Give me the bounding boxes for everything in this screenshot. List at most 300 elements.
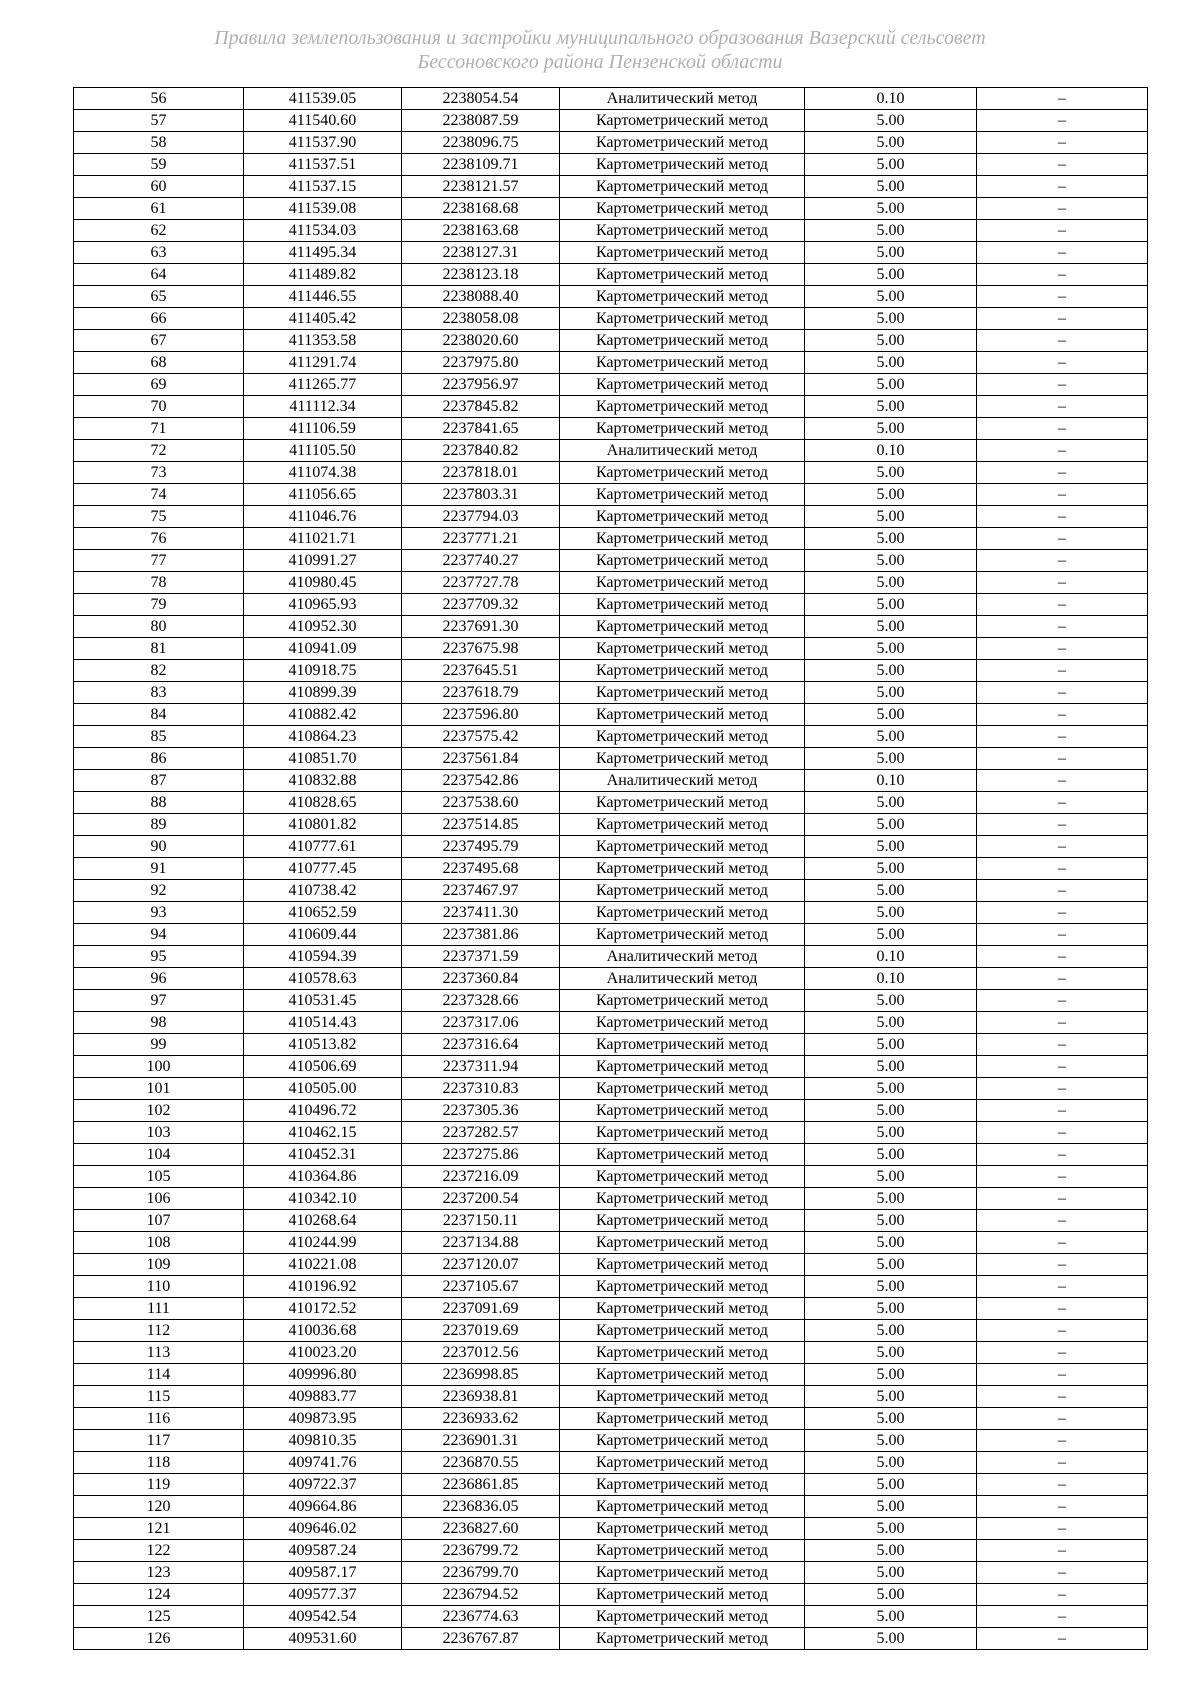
description-cell: – — [977, 1276, 1148, 1298]
point-number-cell: 78 — [74, 572, 244, 594]
y-coordinate-cell: 2237542.86 — [402, 770, 560, 792]
table-row — [74, 308, 1148, 330]
table-row — [74, 1540, 1148, 1562]
x-coordinate-cell: 411489.82 — [244, 264, 402, 286]
table-row — [74, 792, 1148, 814]
y-coordinate-cell: 2237845.82 — [402, 396, 560, 418]
point-number-cell: 57 — [74, 110, 244, 132]
point-number-cell: 111 — [74, 1298, 244, 1320]
description-cell: – — [977, 638, 1148, 660]
table-row — [74, 748, 1148, 770]
method-cell: Картометрический метод — [560, 792, 805, 814]
description-cell: – — [977, 374, 1148, 396]
accuracy-cell: 5.00 — [805, 836, 977, 858]
table-row — [74, 968, 1148, 990]
accuracy-cell: 5.00 — [805, 792, 977, 814]
x-coordinate-cell: 410364.86 — [244, 1166, 402, 1188]
page-header — [0, 26, 1200, 74]
y-coordinate-cell: 2237105.67 — [402, 1276, 560, 1298]
accuracy-cell: 5.00 — [805, 1232, 977, 1254]
description-cell: – — [977, 396, 1148, 418]
x-coordinate-cell: 410268.64 — [244, 1210, 402, 1232]
accuracy-cell: 5.00 — [805, 528, 977, 550]
x-coordinate-cell: 409741.76 — [244, 1452, 402, 1474]
description-cell: – — [977, 1210, 1148, 1232]
method-cell: Картометрический метод — [560, 1232, 805, 1254]
y-coordinate-cell: 2237328.66 — [402, 990, 560, 1012]
table-row — [74, 726, 1148, 748]
accuracy-cell: 0.10 — [805, 946, 977, 968]
method-cell: Картометрический метод — [560, 528, 805, 550]
table-row — [74, 594, 1148, 616]
x-coordinate-cell: 410652.59 — [244, 902, 402, 924]
description-cell: – — [977, 1100, 1148, 1122]
description-cell: – — [977, 418, 1148, 440]
description-cell: – — [977, 1342, 1148, 1364]
point-number-cell: 59 — [74, 154, 244, 176]
table-row — [74, 1430, 1148, 1452]
table-row — [74, 374, 1148, 396]
accuracy-cell: 5.00 — [805, 220, 977, 242]
table-row — [74, 1606, 1148, 1628]
method-cell: Картометрический метод — [560, 814, 805, 836]
y-coordinate-cell: 2237381.86 — [402, 924, 560, 946]
accuracy-cell: 5.00 — [805, 1518, 977, 1540]
y-coordinate-cell: 2237282.57 — [402, 1122, 560, 1144]
method-cell: Картометрический метод — [560, 1540, 805, 1562]
method-cell: Картометрический метод — [560, 154, 805, 176]
method-cell: Картометрический метод — [560, 1628, 805, 1650]
method-cell: Картометрический метод — [560, 330, 805, 352]
x-coordinate-cell: 410918.75 — [244, 660, 402, 682]
accuracy-cell: 5.00 — [805, 1254, 977, 1276]
table-row — [74, 1232, 1148, 1254]
accuracy-cell: 5.00 — [805, 1562, 977, 1584]
table-row — [74, 506, 1148, 528]
point-number-cell: 112 — [74, 1320, 244, 1342]
method-cell: Аналитический метод — [560, 946, 805, 968]
description-cell: – — [977, 286, 1148, 308]
point-number-cell: 58 — [74, 132, 244, 154]
description-cell: – — [977, 1166, 1148, 1188]
y-coordinate-cell: 2238127.31 — [402, 242, 560, 264]
method-cell: Картометрический метод — [560, 1012, 805, 1034]
y-coordinate-cell: 2237310.83 — [402, 1078, 560, 1100]
accuracy-cell: 5.00 — [805, 1408, 977, 1430]
x-coordinate-cell: 409646.02 — [244, 1518, 402, 1540]
description-cell: – — [977, 1430, 1148, 1452]
x-coordinate-cell: 410991.27 — [244, 550, 402, 572]
description-cell: – — [977, 308, 1148, 330]
accuracy-cell: 5.00 — [805, 286, 977, 308]
method-cell: Картометрический метод — [560, 1122, 805, 1144]
method-cell: Картометрический метод — [560, 176, 805, 198]
y-coordinate-cell: 2237709.32 — [402, 594, 560, 616]
table-row — [74, 176, 1148, 198]
accuracy-cell: 5.00 — [805, 1342, 977, 1364]
y-coordinate-cell: 2237120.07 — [402, 1254, 560, 1276]
method-cell: Картометрический метод — [560, 220, 805, 242]
description-cell: – — [977, 440, 1148, 462]
point-number-cell: 108 — [74, 1232, 244, 1254]
table-row — [74, 1628, 1148, 1650]
point-number-cell: 70 — [74, 396, 244, 418]
x-coordinate-cell: 410851.70 — [244, 748, 402, 770]
y-coordinate-cell: 2237691.30 — [402, 616, 560, 638]
point-number-cell: 101 — [74, 1078, 244, 1100]
y-coordinate-cell: 2236933.62 — [402, 1408, 560, 1430]
y-coordinate-cell: 2236794.52 — [402, 1584, 560, 1606]
y-coordinate-cell: 2236870.55 — [402, 1452, 560, 1474]
description-cell: – — [977, 1408, 1148, 1430]
point-number-cell: 118 — [74, 1452, 244, 1474]
description-cell: – — [977, 506, 1148, 528]
y-coordinate-cell: 2236774.63 — [402, 1606, 560, 1628]
table-row — [74, 1474, 1148, 1496]
y-coordinate-cell: 2237740.27 — [402, 550, 560, 572]
x-coordinate-cell: 410506.69 — [244, 1056, 402, 1078]
x-coordinate-cell: 410496.72 — [244, 1100, 402, 1122]
x-coordinate-cell: 409664.86 — [244, 1496, 402, 1518]
accuracy-cell: 0.10 — [805, 968, 977, 990]
table-row — [74, 1166, 1148, 1188]
accuracy-cell: 5.00 — [805, 858, 977, 880]
point-number-cell: 73 — [74, 462, 244, 484]
accuracy-cell: 5.00 — [805, 506, 977, 528]
description-cell: – — [977, 176, 1148, 198]
x-coordinate-cell: 409587.24 — [244, 1540, 402, 1562]
x-coordinate-cell: 411537.90 — [244, 132, 402, 154]
point-number-cell: 72 — [74, 440, 244, 462]
point-number-cell: 93 — [74, 902, 244, 924]
point-number-cell: 60 — [74, 176, 244, 198]
point-number-cell: 82 — [74, 660, 244, 682]
method-cell: Картометрический метод — [560, 308, 805, 330]
description-cell: – — [977, 1144, 1148, 1166]
method-cell: Картометрический метод — [560, 484, 805, 506]
accuracy-cell: 5.00 — [805, 726, 977, 748]
x-coordinate-cell: 410023.20 — [244, 1342, 402, 1364]
point-number-cell: 100 — [74, 1056, 244, 1078]
x-coordinate-cell: 411534.03 — [244, 220, 402, 242]
accuracy-cell: 5.00 — [805, 1298, 977, 1320]
description-cell: – — [977, 528, 1148, 550]
table-row — [74, 704, 1148, 726]
point-number-cell: 115 — [74, 1386, 244, 1408]
table-row — [74, 1276, 1148, 1298]
accuracy-cell: 5.00 — [805, 572, 977, 594]
y-coordinate-cell: 2237495.68 — [402, 858, 560, 880]
point-number-cell: 79 — [74, 594, 244, 616]
accuracy-cell: 5.00 — [805, 154, 977, 176]
y-coordinate-cell: 2238054.54 — [402, 88, 560, 110]
x-coordinate-cell: 411046.76 — [244, 506, 402, 528]
accuracy-cell: 5.00 — [805, 1276, 977, 1298]
x-coordinate-cell: 410738.42 — [244, 880, 402, 902]
description-cell: – — [977, 1584, 1148, 1606]
description-cell: – — [977, 484, 1148, 506]
y-coordinate-cell: 2238123.18 — [402, 264, 560, 286]
accuracy-cell: 5.00 — [805, 330, 977, 352]
x-coordinate-cell: 409996.80 — [244, 1364, 402, 1386]
accuracy-cell: 5.00 — [805, 1078, 977, 1100]
point-number-cell: 107 — [74, 1210, 244, 1232]
x-coordinate-cell: 409810.35 — [244, 1430, 402, 1452]
method-cell: Картометрический метод — [560, 1364, 805, 1386]
y-coordinate-cell: 2236799.70 — [402, 1562, 560, 1584]
method-cell: Аналитический метод — [560, 88, 805, 110]
y-coordinate-cell: 2236938.81 — [402, 1386, 560, 1408]
description-cell: – — [977, 1562, 1148, 1584]
point-number-cell: 86 — [74, 748, 244, 770]
point-number-cell: 121 — [74, 1518, 244, 1540]
description-cell: – — [977, 902, 1148, 924]
y-coordinate-cell: 2237360.84 — [402, 968, 560, 990]
table-row — [74, 1122, 1148, 1144]
table-row — [74, 1452, 1148, 1474]
point-number-cell: 123 — [74, 1562, 244, 1584]
method-cell: Картометрический метод — [560, 506, 805, 528]
method-cell: Картометрический метод — [560, 242, 805, 264]
x-coordinate-cell: 410578.63 — [244, 968, 402, 990]
accuracy-cell: 5.00 — [805, 682, 977, 704]
x-coordinate-cell: 410828.65 — [244, 792, 402, 814]
point-number-cell: 85 — [74, 726, 244, 748]
accuracy-cell: 5.00 — [805, 990, 977, 1012]
y-coordinate-cell: 2238121.57 — [402, 176, 560, 198]
table-row — [74, 990, 1148, 1012]
table-row — [74, 1100, 1148, 1122]
point-number-cell: 69 — [74, 374, 244, 396]
x-coordinate-cell: 409883.77 — [244, 1386, 402, 1408]
x-coordinate-cell: 410452.31 — [244, 1144, 402, 1166]
y-coordinate-cell: 2237956.97 — [402, 374, 560, 396]
description-cell: – — [977, 858, 1148, 880]
y-coordinate-cell: 2238088.40 — [402, 286, 560, 308]
table-row — [74, 198, 1148, 220]
y-coordinate-cell: 2237975.80 — [402, 352, 560, 374]
point-number-cell: 109 — [74, 1254, 244, 1276]
table-row — [74, 264, 1148, 286]
accuracy-cell: 5.00 — [805, 484, 977, 506]
description-cell: – — [977, 1012, 1148, 1034]
y-coordinate-cell: 2237645.51 — [402, 660, 560, 682]
table-row — [74, 396, 1148, 418]
description-cell: – — [977, 704, 1148, 726]
accuracy-cell: 5.00 — [805, 1540, 977, 1562]
point-number-cell: 68 — [74, 352, 244, 374]
point-number-cell: 91 — [74, 858, 244, 880]
table-row — [74, 638, 1148, 660]
point-number-cell: 98 — [74, 1012, 244, 1034]
accuracy-cell: 5.00 — [805, 352, 977, 374]
method-cell: Картометрический метод — [560, 1452, 805, 1474]
point-number-cell: 113 — [74, 1342, 244, 1364]
method-cell: Картометрический метод — [560, 418, 805, 440]
point-number-cell: 110 — [74, 1276, 244, 1298]
table-row — [74, 1518, 1148, 1540]
method-cell: Картометрический метод — [560, 550, 805, 572]
description-cell: – — [977, 792, 1148, 814]
description-cell: – — [977, 198, 1148, 220]
point-number-cell: 66 — [74, 308, 244, 330]
accuracy-cell: 5.00 — [805, 1122, 977, 1144]
x-coordinate-cell: 409722.37 — [244, 1474, 402, 1496]
accuracy-cell: 5.00 — [805, 1012, 977, 1034]
x-coordinate-cell: 411539.08 — [244, 198, 402, 220]
y-coordinate-cell: 2237012.56 — [402, 1342, 560, 1364]
x-coordinate-cell: 409873.95 — [244, 1408, 402, 1430]
accuracy-cell: 5.00 — [805, 1606, 977, 1628]
point-number-cell: 67 — [74, 330, 244, 352]
x-coordinate-cell: 411106.59 — [244, 418, 402, 440]
accuracy-cell: 0.10 — [805, 88, 977, 110]
y-coordinate-cell: 2237514.85 — [402, 814, 560, 836]
point-number-cell: 125 — [74, 1606, 244, 1628]
y-coordinate-cell: 2237200.54 — [402, 1188, 560, 1210]
accuracy-cell: 5.00 — [805, 110, 977, 132]
description-cell: – — [977, 352, 1148, 374]
x-coordinate-cell: 410513.82 — [244, 1034, 402, 1056]
point-number-cell: 99 — [74, 1034, 244, 1056]
method-cell: Картометрический метод — [560, 858, 805, 880]
y-coordinate-cell: 2237618.79 — [402, 682, 560, 704]
description-cell: – — [977, 968, 1148, 990]
table-row — [74, 946, 1148, 968]
point-number-cell: 74 — [74, 484, 244, 506]
table-row — [74, 286, 1148, 308]
method-cell: Картометрический метод — [560, 726, 805, 748]
point-number-cell: 77 — [74, 550, 244, 572]
method-cell: Картометрический метод — [560, 1254, 805, 1276]
x-coordinate-cell: 411021.71 — [244, 528, 402, 550]
method-cell: Картометрический метод — [560, 1100, 805, 1122]
description-cell: – — [977, 550, 1148, 572]
method-cell: Картометрический метод — [560, 616, 805, 638]
description-cell: – — [977, 946, 1148, 968]
x-coordinate-cell: 411446.55 — [244, 286, 402, 308]
point-number-cell: 61 — [74, 198, 244, 220]
table-row — [74, 550, 1148, 572]
x-coordinate-cell: 410462.15 — [244, 1122, 402, 1144]
coordinates-table — [73, 87, 1148, 1650]
y-coordinate-cell: 2237316.64 — [402, 1034, 560, 1056]
y-coordinate-cell: 2237771.21 — [402, 528, 560, 550]
description-cell: – — [977, 1606, 1148, 1628]
description-cell: – — [977, 1452, 1148, 1474]
y-coordinate-cell: 2237794.03 — [402, 506, 560, 528]
y-coordinate-cell: 2237803.31 — [402, 484, 560, 506]
table-row — [74, 1078, 1148, 1100]
description-cell: – — [977, 1188, 1148, 1210]
x-coordinate-cell: 410244.99 — [244, 1232, 402, 1254]
y-coordinate-cell: 2237019.69 — [402, 1320, 560, 1342]
table-row — [74, 1144, 1148, 1166]
point-number-cell: 106 — [74, 1188, 244, 1210]
x-coordinate-cell: 410952.30 — [244, 616, 402, 638]
table-row — [74, 858, 1148, 880]
description-cell: – — [977, 682, 1148, 704]
accuracy-cell: 5.00 — [805, 176, 977, 198]
point-number-cell: 103 — [74, 1122, 244, 1144]
y-coordinate-cell: 2236861.85 — [402, 1474, 560, 1496]
y-coordinate-cell: 2237317.06 — [402, 1012, 560, 1034]
description-cell: – — [977, 88, 1148, 110]
y-coordinate-cell: 2237561.84 — [402, 748, 560, 770]
point-number-cell: 87 — [74, 770, 244, 792]
x-coordinate-cell: 410221.08 — [244, 1254, 402, 1276]
point-number-cell: 75 — [74, 506, 244, 528]
table-row — [74, 902, 1148, 924]
method-cell: Картометрический метод — [560, 396, 805, 418]
table-row — [74, 1386, 1148, 1408]
y-coordinate-cell: 2237275.86 — [402, 1144, 560, 1166]
x-coordinate-cell: 409542.54 — [244, 1606, 402, 1628]
y-coordinate-cell: 2236799.72 — [402, 1540, 560, 1562]
method-cell: Картометрический метод — [560, 462, 805, 484]
y-coordinate-cell: 2237311.94 — [402, 1056, 560, 1078]
x-coordinate-cell: 411291.74 — [244, 352, 402, 374]
table-row — [74, 1364, 1148, 1386]
method-cell: Картометрический метод — [560, 264, 805, 286]
description-cell: – — [977, 594, 1148, 616]
accuracy-cell: 5.00 — [805, 1210, 977, 1232]
description-cell: – — [977, 462, 1148, 484]
description-cell: – — [977, 1122, 1148, 1144]
x-coordinate-cell: 410801.82 — [244, 814, 402, 836]
accuracy-cell: 5.00 — [805, 660, 977, 682]
accuracy-cell: 5.00 — [805, 418, 977, 440]
y-coordinate-cell: 2236827.60 — [402, 1518, 560, 1540]
description-cell: – — [977, 616, 1148, 638]
table-row — [74, 880, 1148, 902]
description-cell: – — [977, 726, 1148, 748]
point-number-cell: 56 — [74, 88, 244, 110]
description-cell: – — [977, 1496, 1148, 1518]
description-cell: – — [977, 1386, 1148, 1408]
table-row — [74, 1562, 1148, 1584]
table-row — [74, 418, 1148, 440]
point-number-cell: 102 — [74, 1100, 244, 1122]
table-row — [74, 110, 1148, 132]
method-cell: Картометрический метод — [560, 990, 805, 1012]
description-cell: – — [977, 1034, 1148, 1056]
table-row — [74, 660, 1148, 682]
point-number-cell: 90 — [74, 836, 244, 858]
description-cell: – — [977, 1298, 1148, 1320]
point-number-cell: 65 — [74, 286, 244, 308]
y-coordinate-cell: 2237840.82 — [402, 440, 560, 462]
accuracy-cell: 0.10 — [805, 440, 977, 462]
description-cell: – — [977, 880, 1148, 902]
accuracy-cell: 5.00 — [805, 1628, 977, 1650]
method-cell: Картометрический метод — [560, 704, 805, 726]
method-cell: Картометрический метод — [560, 1584, 805, 1606]
method-cell: Картометрический метод — [560, 880, 805, 902]
point-number-cell: 84 — [74, 704, 244, 726]
description-cell: – — [977, 1254, 1148, 1276]
table-row — [74, 1056, 1148, 1078]
point-number-cell: 62 — [74, 220, 244, 242]
description-cell: – — [977, 572, 1148, 594]
description-cell: – — [977, 154, 1148, 176]
point-number-cell: 104 — [74, 1144, 244, 1166]
y-coordinate-cell: 2237495.79 — [402, 836, 560, 858]
description-cell: – — [977, 1078, 1148, 1100]
y-coordinate-cell: 2238096.75 — [402, 132, 560, 154]
x-coordinate-cell: 410342.10 — [244, 1188, 402, 1210]
description-cell: – — [977, 1540, 1148, 1562]
